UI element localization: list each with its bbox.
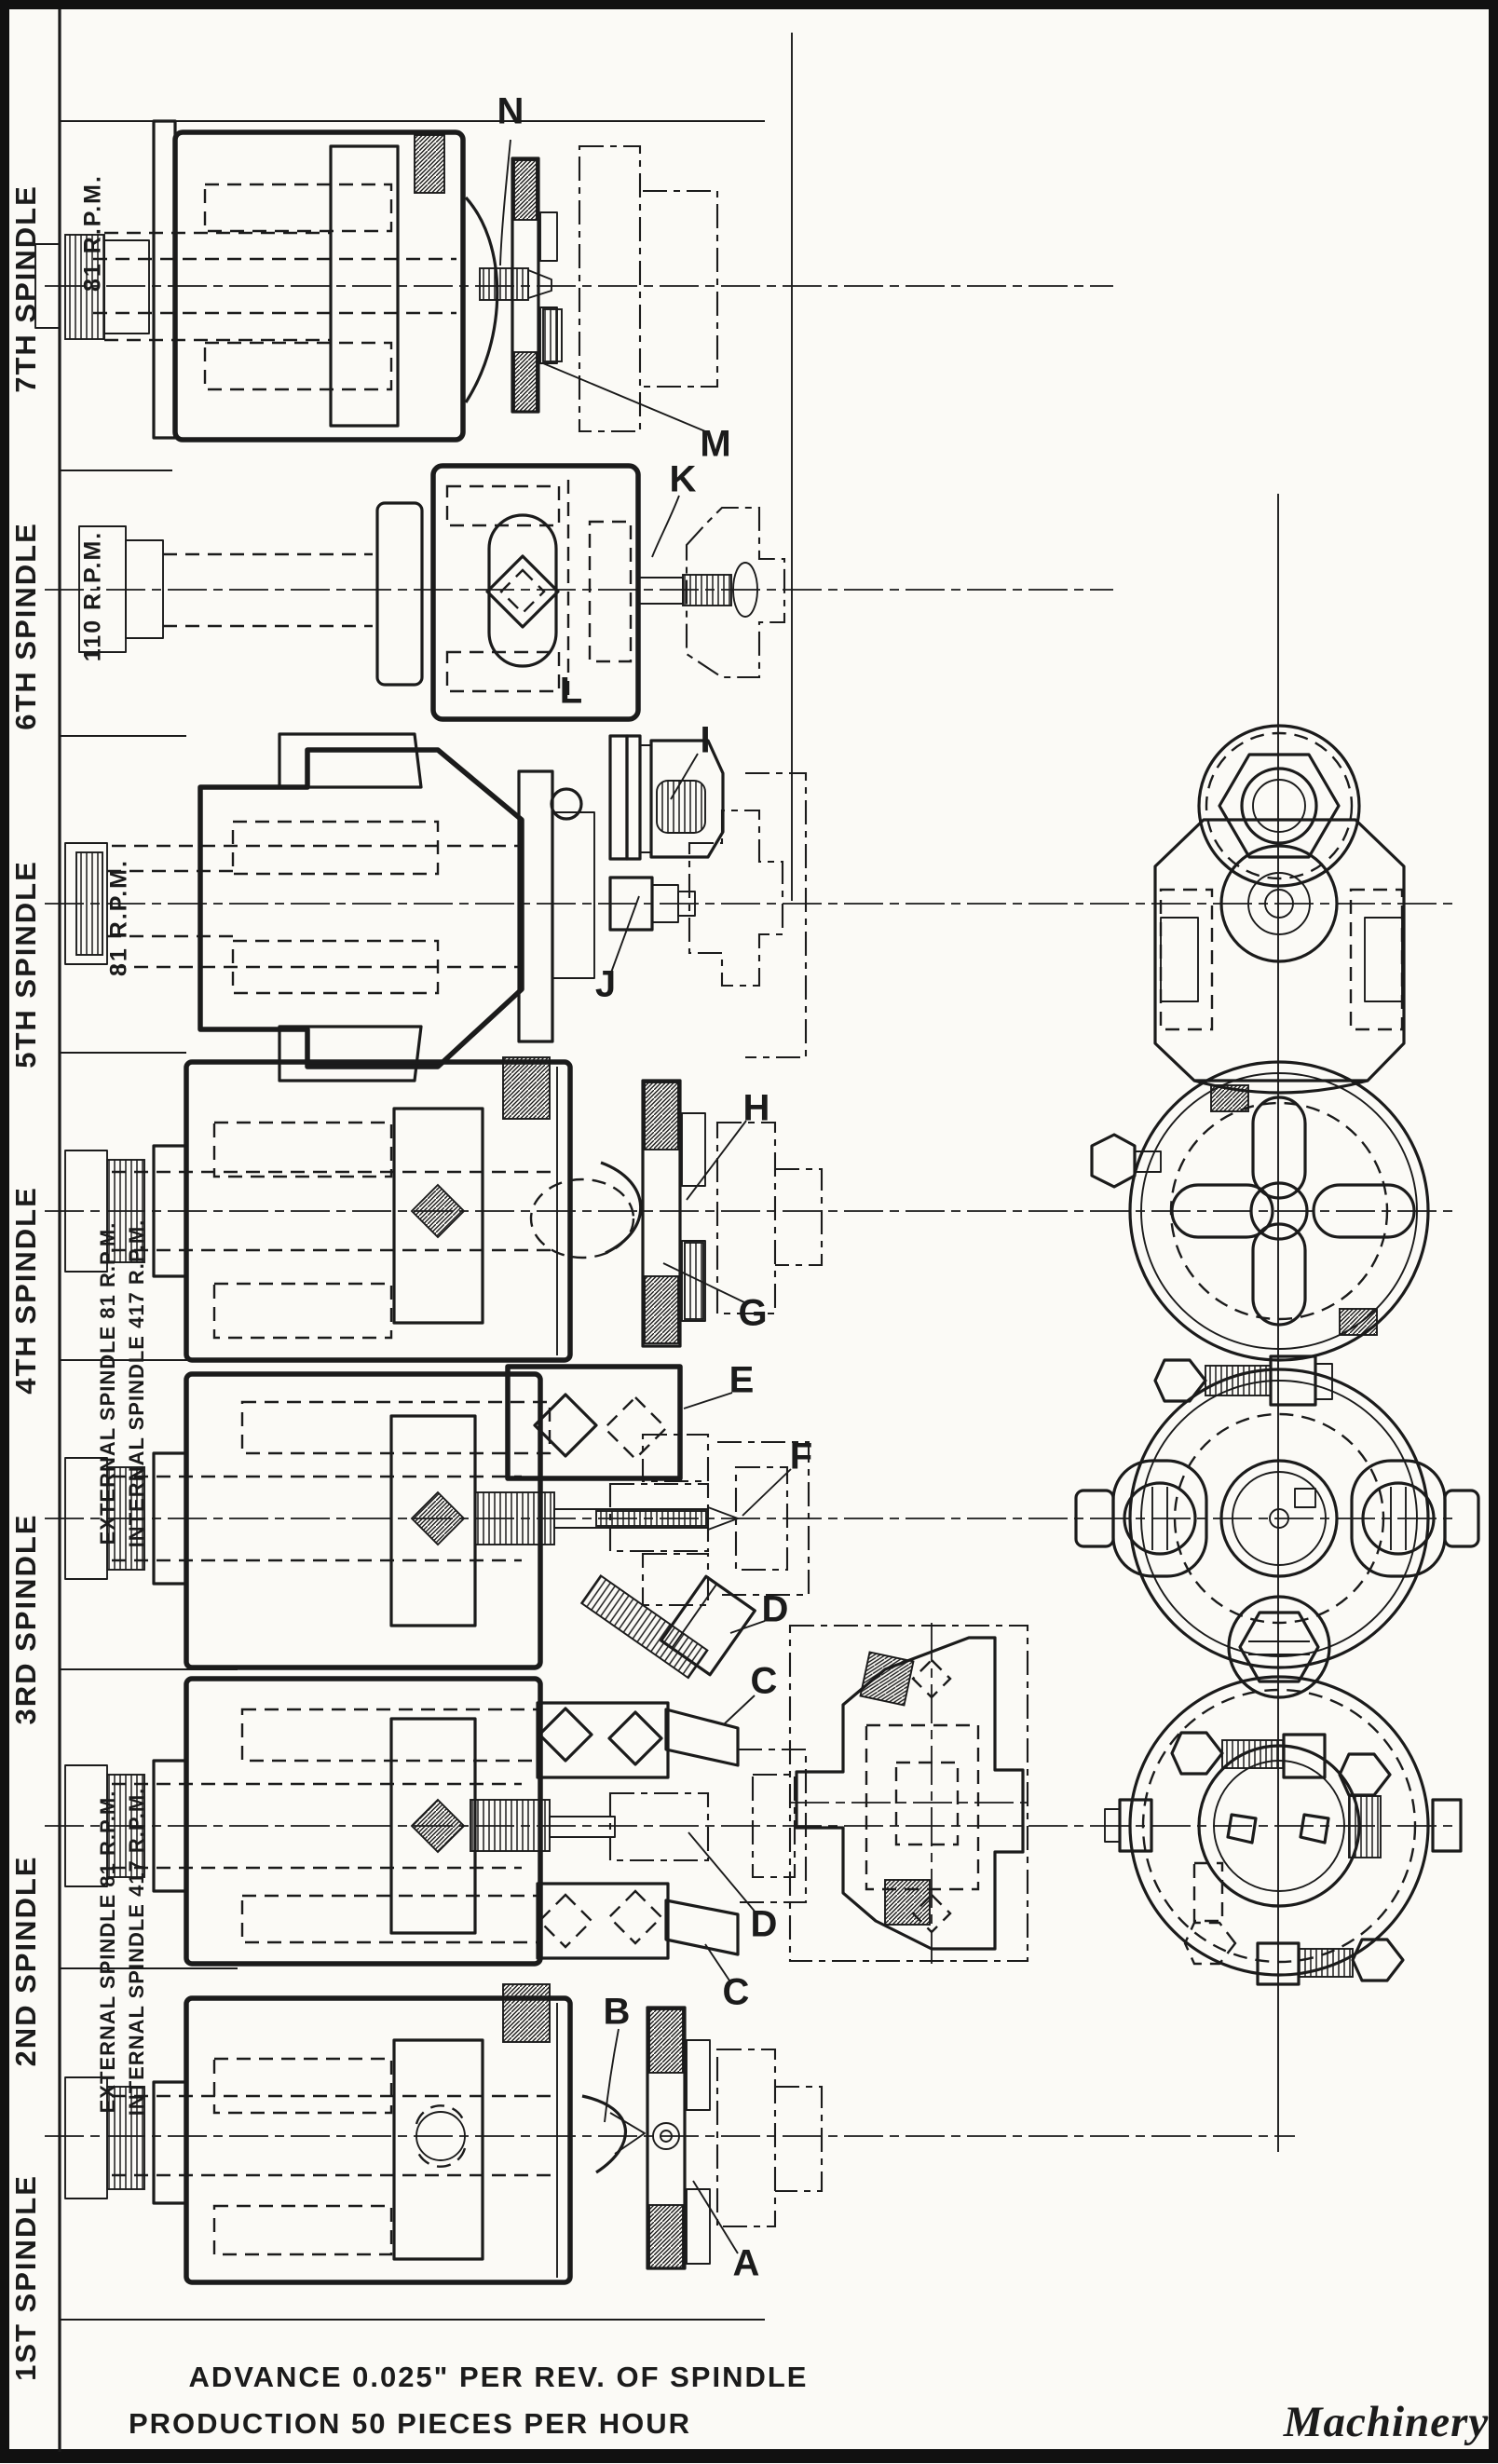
callout-k: K (669, 458, 697, 500)
spindle-label-3rd: 3RD SPINDLE (9, 1513, 42, 1725)
rpm-note-2nd-1st (93, 1788, 151, 2117)
spindle-1-section (65, 1984, 822, 2282)
spindle-label-5th: 5TH SPINDLE (9, 860, 42, 1069)
rpm-note-line-internal: INTERNAL SPINDLE 417 R.P.M. (125, 1218, 148, 1548)
rpm-note-line-internal: INTERNAL SPINDLE 417 R.P.M. (125, 1787, 148, 2117)
spindle-index-rules (60, 9, 792, 2452)
caption-advance: ADVANCE 0.025" PER REV. OF SPINDLE (188, 2361, 809, 2393)
spindle-label-7th: 7TH SPINDLE (9, 184, 42, 393)
callout-n: N (497, 90, 524, 132)
end-view-5th (1155, 726, 1404, 1093)
callout-l: L (559, 670, 583, 712)
spindle-2-section (65, 1679, 806, 1981)
callout-e: E (729, 1359, 755, 1401)
spindle-7-section (35, 121, 717, 440)
callout-f: F (789, 1436, 813, 1477)
spindle-5-section (65, 734, 806, 1081)
callout-d-2nd: D (750, 1903, 778, 1945)
callout-a: A (732, 2242, 760, 2284)
spindle-label-1st: 1ST SPINDLE (9, 2174, 42, 2381)
end-view-2nd (1105, 1677, 1461, 1984)
spindle-3-section (65, 1367, 809, 1678)
brand-logo-machinery: Machinery (1283, 2398, 1490, 2446)
callout-m: M (700, 423, 731, 465)
callout-j: J (594, 963, 617, 1005)
callout-c-2nd-bottom: C (722, 1971, 750, 2013)
callout-g: G (738, 1292, 768, 1334)
rpm-note-line-external: EXTERNAL SPINDLE 81 R.P.M. (96, 1221, 119, 1545)
callout-b: B (603, 1991, 631, 2033)
callout-c-2nd-top: C (750, 1660, 778, 1702)
rpm-label-5th: 81 R.P.M. (105, 859, 132, 976)
callout-d-3rd: D (761, 1588, 789, 1630)
rpm-label-6th: 110 R.P.M. (79, 530, 106, 662)
callout-h: H (742, 1087, 770, 1129)
callout-i: I (700, 719, 711, 761)
spindle-label-4th: 4TH SPINDLE (9, 1186, 42, 1395)
spindle-4-section (65, 1057, 822, 1360)
spindle-label-6th: 6TH SPINDLE (9, 522, 42, 730)
caption-production: PRODUCTION 50 PIECES PER HOUR (128, 2407, 692, 2440)
page-frame (4, 5, 1494, 2458)
spindle-label-2nd: 2ND SPINDLE (9, 1855, 42, 2067)
rpm-label-7th: 81 R.P.M. (79, 174, 106, 292)
rpm-note-line-external: EXTERNAL SPINDLE 81 R.P.M. (96, 1790, 119, 2114)
workpiece-detail (790, 1623, 1028, 1964)
rpm-note-4th-3rd (93, 1219, 151, 1548)
end-view-3rd (1076, 1356, 1478, 1697)
spindle-centerlines (45, 286, 1453, 2152)
spindle-6-section (79, 466, 784, 719)
